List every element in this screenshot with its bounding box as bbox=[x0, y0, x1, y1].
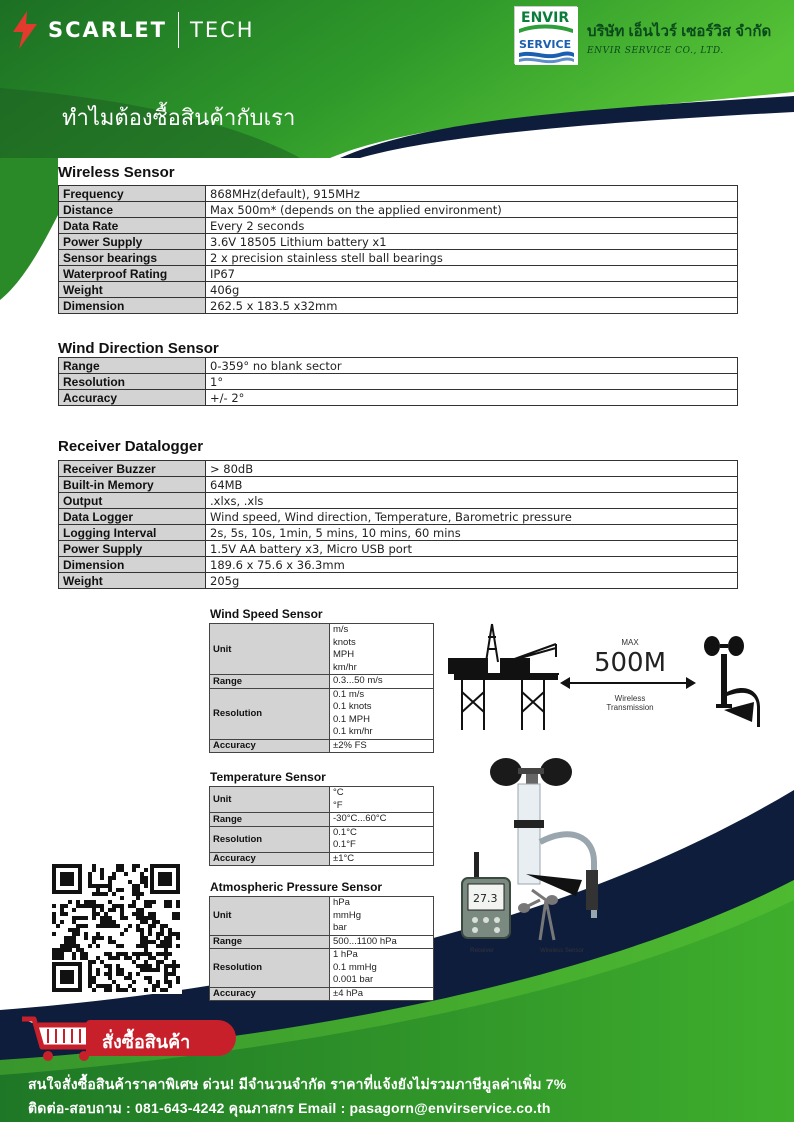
spec-value: Wind speed, Wind direction, Temperature, Barometric pressure bbox=[206, 509, 738, 525]
wind-speed-title: Wind Speed Sensor bbox=[210, 607, 323, 621]
small-anemometer-icon bbox=[702, 632, 770, 732]
cell-line: km/hr bbox=[333, 661, 357, 673]
unit-values bbox=[330, 624, 434, 675]
table-row bbox=[210, 688, 434, 739]
table-row bbox=[210, 675, 434, 689]
table-row bbox=[210, 987, 434, 1001]
table-row bbox=[59, 266, 738, 282]
pressure-table bbox=[209, 896, 434, 1001]
order-button-label: สั่งซื้อสินค้า bbox=[102, 1032, 191, 1052]
spec-value: > 80dB bbox=[206, 461, 738, 477]
receiver-datalogger-table bbox=[58, 460, 738, 589]
resolution-label: Resolution bbox=[210, 688, 330, 739]
cell-line: °C bbox=[333, 787, 344, 798]
unit-values bbox=[330, 897, 434, 936]
oil-rig-icon bbox=[444, 622, 564, 732]
cell-line: mmHg bbox=[333, 909, 361, 921]
spec-label: Power Supply bbox=[59, 541, 206, 557]
lightning-logo-icon bbox=[10, 10, 40, 50]
table-row bbox=[210, 897, 434, 936]
cell-line: m/s bbox=[333, 624, 349, 635]
table-row bbox=[59, 525, 738, 541]
table-row bbox=[59, 374, 738, 390]
table-row bbox=[59, 282, 738, 298]
receiver-datalogger-title: Receiver Datalogger bbox=[58, 438, 204, 455]
spec-label: Range bbox=[59, 358, 206, 374]
why-buy-heading: ทำไมต้องซื้อสินค้ากับเรา bbox=[62, 105, 296, 130]
envir-service-logo bbox=[514, 6, 771, 64]
table-row bbox=[59, 358, 738, 374]
spec-value: 0-359° no blank sector bbox=[206, 358, 738, 374]
cell-line: 0.1°C bbox=[333, 826, 357, 838]
spec-label: Logging Interval bbox=[59, 525, 206, 541]
table-row bbox=[210, 852, 434, 866]
spec-value: 2s, 5s, 10s, 1min, 5 mins, 10 mins, 60 mins bbox=[206, 525, 738, 541]
spec-label: Data Rate bbox=[59, 218, 206, 234]
cell-line: MPH bbox=[333, 649, 355, 660]
table-row bbox=[59, 557, 738, 573]
brand-name-tech: TECH bbox=[190, 18, 255, 42]
spec-value: .xlxs, .xls bbox=[206, 493, 738, 509]
spec-value: 64MB bbox=[206, 477, 738, 493]
spec-value: 262.5 x 183.5 x32mm bbox=[206, 298, 738, 314]
accuracy-label: Accuracy bbox=[210, 852, 330, 866]
resolution-label: Resolution bbox=[210, 826, 330, 852]
accuracy-value: ±2% FS bbox=[330, 739, 434, 753]
spec-label: Weight bbox=[59, 573, 206, 589]
pressure-title: Atmospheric Pressure Sensor bbox=[210, 880, 383, 894]
spec-value: +/- 2° bbox=[206, 390, 738, 406]
max-label: MAX bbox=[621, 638, 639, 647]
spec-label: Waterproof Rating bbox=[59, 266, 206, 282]
table-row bbox=[210, 813, 434, 827]
range-value: 500...1100 hPa bbox=[330, 935, 434, 949]
table-row bbox=[210, 949, 434, 988]
spec-value: IP67 bbox=[206, 266, 738, 282]
table-row bbox=[59, 477, 738, 493]
wind-direction-title: Wind Direction Sensor bbox=[58, 340, 219, 357]
table-row bbox=[59, 509, 738, 525]
service-logo-text: SERVICE bbox=[519, 38, 572, 51]
order-button[interactable] bbox=[20, 1013, 216, 1059]
resolution-values bbox=[330, 826, 434, 852]
accuracy-label: Accuracy bbox=[210, 987, 330, 1001]
spec-value: 1.5V AA battery x3, Micro USB port bbox=[206, 541, 738, 557]
double-arrow-icon bbox=[560, 676, 696, 690]
receiver-caption: Receiver bbox=[470, 948, 494, 954]
brand-name-scarlet: SCARLET bbox=[48, 18, 168, 42]
envir-logo-box bbox=[514, 6, 577, 64]
spec-value: 205g bbox=[206, 573, 738, 589]
company-name-english: ENVIR SERVICE CO., LTD. bbox=[587, 46, 724, 56]
unit-label: Unit bbox=[210, 624, 330, 675]
footer-contact-text: ติดต่อ-สอบถาม : 081-643-4242 คุณภาสกร Email : pasagorn@envirservice.co.th bbox=[28, 1100, 551, 1116]
brand-divider bbox=[178, 12, 179, 48]
cell-line: knots bbox=[333, 636, 356, 648]
unit-values bbox=[330, 787, 434, 813]
range-value: 0.3...50 m/s bbox=[330, 675, 434, 689]
table-row bbox=[59, 541, 738, 557]
spec-value: 189.6 x 75.6 x 36.3mm bbox=[206, 557, 738, 573]
scarlet-tech-logo bbox=[10, 10, 255, 50]
accuracy-value: ±4 hPa bbox=[330, 987, 434, 1001]
table-row bbox=[59, 218, 738, 234]
table-row bbox=[59, 493, 738, 509]
table-row bbox=[59, 461, 738, 477]
range-label: Range bbox=[210, 813, 330, 827]
spec-value: 406g bbox=[206, 282, 738, 298]
accuracy-value: ±1°C bbox=[330, 852, 434, 866]
table-row bbox=[210, 787, 434, 813]
table-row bbox=[59, 390, 738, 406]
spec-label: Data Logger bbox=[59, 509, 206, 525]
distance-label: 500M bbox=[593, 648, 667, 678]
cell-line: 0.1°F bbox=[333, 839, 356, 850]
company-name bbox=[587, 19, 771, 56]
spec-value: Max 500m* (depends on the applied environment) bbox=[206, 202, 738, 218]
spec-label: Sensor bearings bbox=[59, 250, 206, 266]
cell-line: 0.1 MPH bbox=[333, 713, 370, 725]
temperature-table bbox=[209, 786, 434, 866]
spec-label: Built-in Memory bbox=[59, 477, 206, 493]
table-row bbox=[210, 624, 434, 675]
spec-label: Resolution bbox=[59, 374, 206, 390]
wireless-transmission-label bbox=[590, 694, 670, 712]
resolution-values bbox=[330, 949, 434, 988]
spec-label: Output bbox=[59, 493, 206, 509]
range-value: -30°C...60°C bbox=[330, 813, 434, 827]
table-row bbox=[59, 298, 738, 314]
wind-speed-table bbox=[209, 623, 434, 753]
spec-label: Weight bbox=[59, 282, 206, 298]
spec-value: 868MHz(default), 915MHz bbox=[206, 186, 738, 202]
resolution-values bbox=[330, 688, 434, 739]
cell-line: 0.1 m/s bbox=[333, 688, 365, 700]
table-row bbox=[59, 250, 738, 266]
table-row bbox=[59, 573, 738, 589]
table-row bbox=[59, 234, 738, 250]
cell-line: 1 hPa bbox=[333, 949, 358, 960]
wireless-sensor-table bbox=[58, 185, 738, 314]
transmission-label: Transmission bbox=[606, 703, 654, 712]
cell-line: °F bbox=[333, 799, 343, 811]
resolution-label: Resolution bbox=[210, 949, 330, 988]
range-label: Range bbox=[210, 675, 330, 689]
table-row bbox=[210, 935, 434, 949]
table-row bbox=[59, 186, 738, 202]
cell-line: 0.001 bar bbox=[333, 974, 374, 985]
cell-line: 0.1 km/hr bbox=[333, 726, 373, 737]
spec-label: Distance bbox=[59, 202, 206, 218]
spec-label: Frequency bbox=[59, 186, 206, 202]
temperature-title: Temperature Sensor bbox=[210, 770, 326, 784]
table-row bbox=[59, 202, 738, 218]
wireless-sensor-title: Wireless Sensor bbox=[58, 164, 175, 181]
anemometer-receiver-illustration bbox=[460, 750, 600, 958]
cell-line: 0.1 mmHg bbox=[333, 961, 377, 973]
spec-value: 2 x precision stainless stell ball bearings bbox=[206, 250, 738, 266]
cell-line: bar bbox=[333, 922, 347, 933]
footer-promo-text: สนใจสั่งซื้อสินค้าราคาพิเศษ ด่วน! มีจำนวนจำกัด ราคาที่แจ้งยังไม่รวมภาษีมูลค่าเพิ่ม 7% bbox=[28, 1076, 567, 1092]
accuracy-label: Accuracy bbox=[210, 739, 330, 753]
spec-label: Dimension bbox=[59, 557, 206, 573]
wind-direction-table bbox=[58, 357, 738, 406]
spec-label: Accuracy bbox=[59, 390, 206, 406]
unit-label: Unit bbox=[210, 787, 330, 813]
table-row bbox=[210, 739, 434, 753]
cell-line: 0.1 knots bbox=[333, 701, 372, 712]
company-name-thai: บริษัท เอ็นไวร์ เซอร์วิส จำกัด bbox=[587, 23, 772, 40]
spec-value: 3.6V 18505 Lithium battery x1 bbox=[206, 234, 738, 250]
unit-label: Unit bbox=[210, 897, 330, 936]
range-label: Range bbox=[210, 935, 330, 949]
spec-label: Dimension bbox=[59, 298, 206, 314]
spec-value: 1° bbox=[206, 374, 738, 390]
wireless-sensor-caption: Wireless Sensor bbox=[540, 948, 584, 954]
spec-label: Receiver Buzzer bbox=[59, 461, 206, 477]
cell-line: hPa bbox=[333, 897, 350, 908]
wireless-label: Wireless bbox=[614, 694, 646, 703]
spec-value: Every 2 seconds bbox=[206, 218, 738, 234]
receiver-screen-reading: 27.3 bbox=[473, 892, 498, 905]
envir-logo-text: ENVIR bbox=[521, 10, 570, 26]
table-row bbox=[210, 826, 434, 852]
spec-label: Power Supply bbox=[59, 234, 206, 250]
qr-code-icon bbox=[50, 862, 182, 994]
